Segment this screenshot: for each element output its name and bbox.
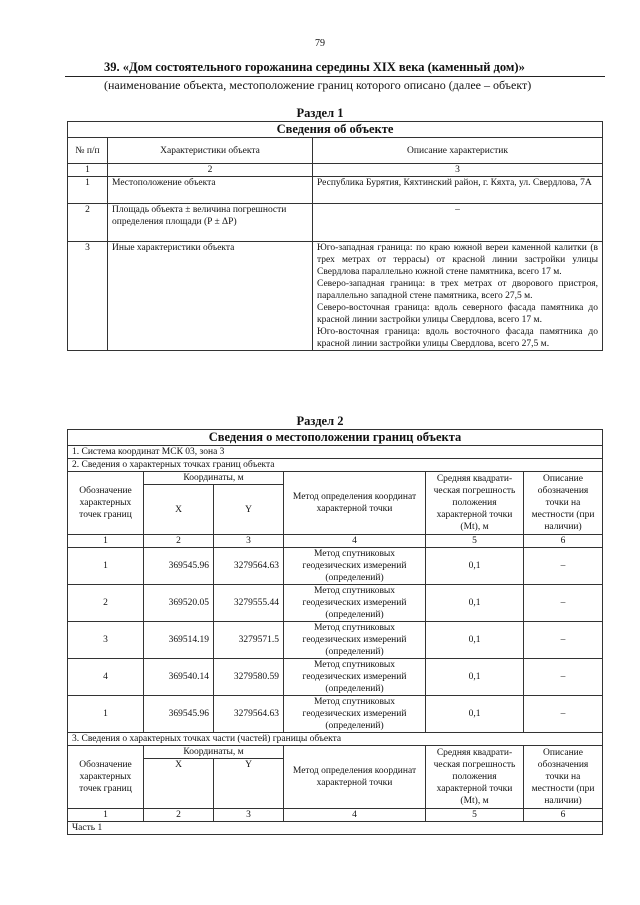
header-coords: Координаты, м <box>144 472 284 485</box>
table-row <box>68 548 603 585</box>
point-x: 369545.96 <box>144 696 214 733</box>
boundary-table <box>67 429 603 835</box>
point-method: Метод спутниковых геодезических измерений (определений) <box>284 659 426 696</box>
point-desc: – <box>524 548 603 585</box>
section1-heading: Раздел 1 <box>296 106 344 120</box>
col-index: 2 <box>108 164 313 177</box>
part-label: Часть 1 <box>68 822 603 835</box>
col-index: 3 <box>313 164 603 177</box>
header-description: Описание обозначения точки на местности (при наличии) <box>524 472 603 535</box>
point-desc: – <box>524 585 603 622</box>
point-x: 369514.19 <box>144 622 214 659</box>
point-y: 3279555.44 <box>214 585 284 622</box>
col-index: 3 <box>214 535 284 548</box>
object-info-table <box>67 121 603 351</box>
table-row <box>68 585 603 622</box>
title-underline <box>65 76 605 77</box>
row-number: 2 <box>68 204 108 242</box>
row-characteristic: Местоположение объекта <box>108 177 313 204</box>
boundary-northwest: Северо-западная граница: в трех метрах от дворового пристроя, параллельно западной стене памятника, всего 27,5 м. <box>317 279 599 301</box>
header-method: Метод определения координат характерной точки <box>284 472 426 535</box>
header-description: Описание обозначения точки на местности (при наличии) <box>524 746 603 809</box>
header-y: Y <box>214 485 284 535</box>
header-designation: Обозначение характерных точек границ <box>68 472 144 535</box>
header-coords: Координаты, м <box>144 746 284 759</box>
point-desc: – <box>524 659 603 696</box>
header-accuracy: Средняя квадрати-ческая погрешность положения характерной точки (Mt), м <box>426 746 524 809</box>
col-index: 3 <box>214 809 284 822</box>
page-number: 79 <box>315 38 325 49</box>
point-method: Метод спутниковых геодезических измерений (определений) <box>284 548 426 585</box>
boundary-northeast: Северо-восточная граница: вдоль северного фасада памятника до красной линии застройки улицы Свердлова, всего 17 м. <box>317 303 599 325</box>
point-y: 3279564.63 <box>214 548 284 585</box>
row-description: – <box>313 204 603 242</box>
point-mt: 0,1 <box>426 548 524 585</box>
point-mt: 0,1 <box>426 622 524 659</box>
point-mt: 0,1 <box>426 585 524 622</box>
table-row <box>68 177 603 204</box>
col-index: 2 <box>144 809 214 822</box>
point-mt: 0,1 <box>426 696 524 733</box>
col-index: 2 <box>144 535 214 548</box>
row-characteristic: Иные характеристики объекта <box>108 242 313 351</box>
point-mt: 0,1 <box>426 659 524 696</box>
point-method: Метод спутниковых геодезических измерений (определений) <box>284 585 426 622</box>
point-id: 1 <box>68 548 144 585</box>
point-id: 4 <box>68 659 144 696</box>
col-index: 6 <box>524 535 603 548</box>
header-accuracy: Средняя квадрати-ческая погрешность положения характерной точки (Mt), м <box>426 472 524 535</box>
col-index: 4 <box>284 809 426 822</box>
section2-heading: Раздел 2 <box>296 414 344 428</box>
row-description <box>313 242 603 351</box>
document-subtitle: (наименование объекта, местоположение границ которого описано (далее – объект) <box>104 78 532 92</box>
boundary-title: Сведения о местоположении границ объекта <box>68 430 603 446</box>
header-method: Метод определения координат характерной точки <box>284 746 426 809</box>
col-index: 1 <box>68 535 144 548</box>
col-index: 4 <box>284 535 426 548</box>
col-index: 5 <box>426 535 524 548</box>
row-description: Республика Бурятия, Кяхтинский район, г. Кяхта, ул. Свердлова, 7А <box>313 177 603 204</box>
col-index: 6 <box>524 809 603 822</box>
header-x: X <box>144 485 214 535</box>
row-number: 1 <box>68 177 108 204</box>
col-header-desc: Описание характеристик <box>313 138 603 164</box>
col-header-no: № п/п <box>68 138 108 164</box>
boundary-southwest: Юго-западная граница: по краю южной вереи каменной калитки (в трех метрах от террасы) от красной линии застройки улицы Свердлова параллельно южной стене памятника, всего 17 м. <box>317 243 599 277</box>
points-title: 2. Сведения о характерных точках границ объекта <box>68 459 603 472</box>
parts-title: 3. Сведения о характерных точках части (частей) границы объекта <box>68 733 603 746</box>
col-index: 5 <box>426 809 524 822</box>
document-title: 39. «Дом состоятельного горожанина середины XIX века (каменный дом)» <box>104 60 525 74</box>
header-y: Y <box>214 759 284 809</box>
point-y: 3279564.63 <box>214 696 284 733</box>
table-row <box>68 242 603 351</box>
point-desc: – <box>524 622 603 659</box>
point-y: 3279571.5 <box>214 622 284 659</box>
table-row <box>68 204 603 242</box>
table-row <box>68 696 603 733</box>
point-method: Метод спутниковых геодезических измерений (определений) <box>284 622 426 659</box>
point-x: 369520.05 <box>144 585 214 622</box>
coord-system: 1. Система координат МСК 03, зона 3 <box>68 446 603 459</box>
col-index: 1 <box>68 164 108 177</box>
object-info-title: Сведения об объекте <box>68 122 603 138</box>
point-id: 3 <box>68 622 144 659</box>
point-method: Метод спутниковых геодезических измерений (определений) <box>284 696 426 733</box>
row-number: 3 <box>68 242 108 351</box>
row-characteristic: Площадь объекта ± величина погрешности определения площади (P ± ΔP) <box>108 204 313 242</box>
point-id: 1 <box>68 696 144 733</box>
col-header-char: Характеристики объекта <box>108 138 313 164</box>
point-x: 369540.14 <box>144 659 214 696</box>
point-desc: – <box>524 696 603 733</box>
table-row <box>68 659 603 696</box>
header-designation: Обозначение характерных точек границ <box>68 746 144 809</box>
boundary-southeast: Юго-восточная граница: вдоль восточного фасада памятника до красной линии застройки улицы Свердлова, всего 27,5 м. <box>317 327 599 349</box>
point-y: 3279580.59 <box>214 659 284 696</box>
point-x: 369545.96 <box>144 548 214 585</box>
header-x: X <box>144 759 214 809</box>
col-index: 1 <box>68 809 144 822</box>
point-id: 2 <box>68 585 144 622</box>
table-row <box>68 622 603 659</box>
